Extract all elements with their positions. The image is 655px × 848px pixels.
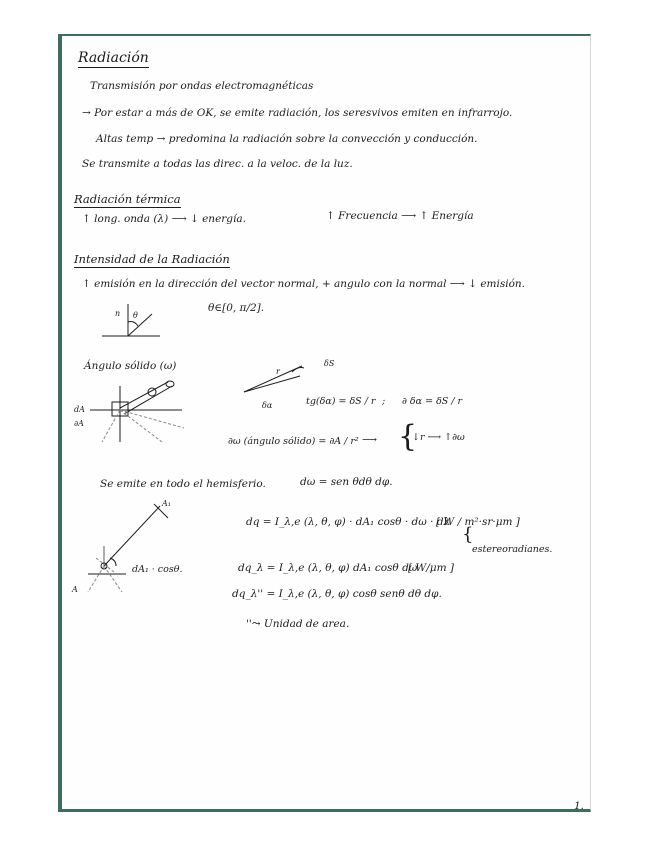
A1-label: A₁ — [162, 499, 171, 508]
dS-label: δS — [324, 359, 335, 368]
equation-2: dq_λ = I_λ,e (λ, θ, φ) dA₁ cosθ dω — [238, 562, 418, 574]
intensity-line-1: ↑ emisión en la dirección del vector normal, + angulo con la normal ⟶ ↓ emisión. — [82, 278, 526, 290]
solid-angle-figure — [72, 372, 192, 452]
dA2-label: ∂A — [74, 419, 84, 428]
section-heading-thermal: Radiación térmica — [74, 192, 181, 206]
section-heading-intensity: Intensidad de la Radiación — [74, 252, 230, 266]
da-formula: ∂ δα = δS / r — [402, 396, 463, 407]
intro-line-2: → Por estar a más de OK, se emite radiación, los seresvivos emiten en infrarrojo. — [82, 107, 513, 119]
hemisphere-note: Se emite en todo el hemisferio. — [100, 478, 266, 490]
separator: ; — [382, 396, 386, 407]
dw-definition: dω = sen θdθ dφ. — [300, 476, 393, 488]
projected-area-label: dA₁ · cosθ. — [132, 564, 183, 575]
page-number: 1. — [574, 800, 585, 812]
equation-3: dq_λ'' = I_λ,e (λ, θ, φ) cosθ senθ dθ dφ. — [232, 588, 442, 600]
A-label: A — [72, 585, 78, 594]
page-title: Radiación — [78, 50, 149, 66]
intro-line-3: Altas temp → predomina la radiación sobre la convección y conducción. — [96, 133, 478, 145]
solid-angle-label: Ángulo sólido (ω) — [84, 360, 177, 372]
thermal-frequency-relation: ↑ Frecuencia ⟶ ↑ Energía — [326, 210, 474, 222]
radius-label: r — [276, 367, 280, 376]
intro-line-4: Se transmite a todas las direc. a la veloc. de la luz. — [82, 158, 353, 170]
theta-range: θ∈[0, π/2]. — [208, 302, 265, 314]
brace-1: { — [398, 419, 418, 454]
theta-label: θ — [133, 311, 138, 320]
formula-arrow: ⟶ — [362, 434, 378, 446]
solid-angle-formula: ∂ω (ángulo sólido) = ∂A / r² — [228, 436, 359, 447]
steradian-note: estereoradianes. — [472, 544, 553, 555]
normal-angle-figure — [100, 300, 170, 342]
normal-label: n — [115, 309, 121, 318]
intro-line-1: Transmisión por ondas electromagnéticas — [90, 80, 314, 92]
dA-label: dA — [74, 405, 85, 414]
unit-area-note: ''⤳ Unidad de area. — [246, 618, 350, 630]
brace-2: { — [462, 524, 474, 545]
equation-1: dq = I_λ,e (λ, θ, φ) · dA₁ cosθ · dω · dλ — [246, 516, 451, 528]
solid-angle-effect: ↓r ⟶ ↑∂ω — [412, 432, 465, 443]
equation-2-units: [ W/μm ] — [408, 562, 454, 574]
tg-formula: tg(δα) = δS / r — [306, 396, 376, 407]
area-projection-figure — [70, 496, 220, 602]
thermal-wavelength-relation: ↑ long. onda (λ) ⟶ ↓ energía. — [82, 213, 246, 225]
da-label: δα — [262, 401, 273, 410]
equation-1-units: [ W / m²·sr·μm ] — [436, 516, 520, 528]
